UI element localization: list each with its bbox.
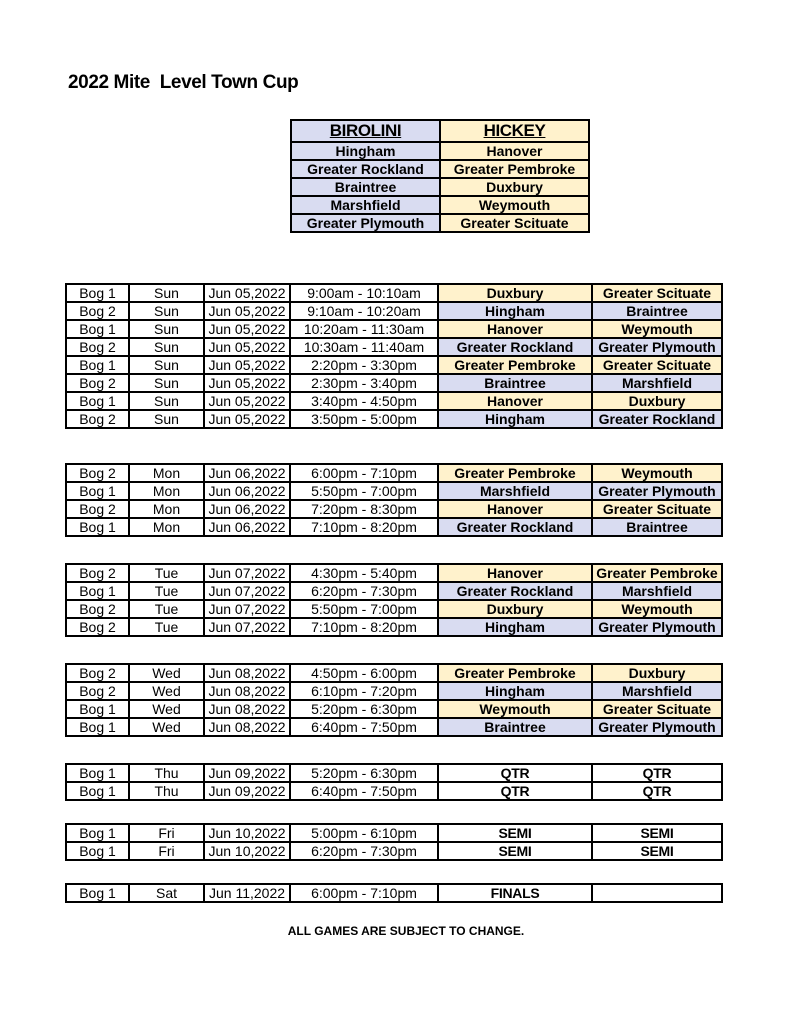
home-team-cell: Hanover [438,392,592,410]
home-team-cell: Greater Rockland [438,338,592,356]
divisions-header-row [291,120,589,142]
schedule-table-sat [65,883,723,903]
date-cell: Jun 06,2022 [204,518,290,536]
home-team-cell: QTR [438,764,592,782]
time-cell: 7:20pm - 8:30pm [290,500,438,518]
away-team-cell: Weymouth [592,464,722,482]
time-cell: 9:10am - 10:20am [290,302,438,320]
date-cell: Jun 05,2022 [204,320,290,338]
rink-cell: Bog 1 [66,482,129,500]
schedule-row [66,320,722,338]
away-team-cell: Duxbury [592,664,722,682]
hickey-team: Hanover [440,142,589,160]
day-cell: Thu [129,764,204,782]
date-cell: Jun 11,2022 [204,884,290,902]
away-team-cell: Weymouth [592,600,722,618]
home-team-cell: Braintree [438,374,592,392]
home-team-cell: Hanover [438,500,592,518]
division-header-hickey: HICKEY [440,120,589,142]
away-team-cell: Greater Plymouth [592,618,722,636]
home-team-cell: Marshfield [438,482,592,500]
time-cell: 5:20pm - 6:30pm [290,700,438,718]
home-team-cell: Duxbury [438,600,592,618]
day-cell: Thu [129,782,204,800]
away-team-cell: Braintree [592,302,722,320]
schedule-row [66,500,722,518]
time-cell: 10:30am - 11:40am [290,338,438,356]
rink-cell: Bog 2 [66,338,129,356]
date-cell: Jun 05,2022 [204,392,290,410]
day-cell: Sun [129,392,204,410]
away-team-cell: Greater Plymouth [592,482,722,500]
home-team-cell: Duxbury [438,284,592,302]
date-cell: Jun 05,2022 [204,284,290,302]
away-team-cell: Greater Scituate [592,700,722,718]
time-cell: 5:00pm - 6:10pm [290,824,438,842]
schedule-table-tue [65,563,723,637]
date-cell: Jun 07,2022 [204,582,290,600]
home-team-cell: Hanover [438,320,592,338]
divisions-row [291,142,589,160]
schedule-row [66,682,722,700]
away-team-cell: QTR [592,764,722,782]
away-team-cell: Greater Pembroke [592,564,722,582]
birolini-team: Hingham [291,142,440,160]
rink-cell: Bog 2 [66,410,129,428]
home-team-cell: Greater Pembroke [438,664,592,682]
date-cell: Jun 08,2022 [204,700,290,718]
day-cell: Wed [129,682,204,700]
home-team-cell: Hanover [438,564,592,582]
day-cell: Wed [129,664,204,682]
home-team-cell: Greater Pembroke [438,356,592,374]
schedule-row [66,600,722,618]
schedule-row [66,582,722,600]
rink-cell: Bog 2 [66,682,129,700]
schedule-row [66,664,722,682]
rink-cell: Bog 1 [66,284,129,302]
time-cell: 4:50pm - 6:00pm [290,664,438,682]
date-cell: Jun 10,2022 [204,824,290,842]
away-team-cell: Weymouth [592,320,722,338]
schedule-row [66,842,722,860]
schedule-table-wed [65,663,723,737]
schedule-row [66,782,722,800]
page-title: 2022 Mite Level Town Cup [68,72,299,93]
divisions-row [291,196,589,214]
rink-cell: Bog 1 [66,582,129,600]
date-cell: Jun 05,2022 [204,302,290,320]
date-cell: Jun 06,2022 [204,464,290,482]
time-cell: 6:00pm - 7:10pm [290,464,438,482]
rink-cell: Bog 1 [66,824,129,842]
away-team-cell: SEMI [592,824,722,842]
rink-cell: Bog 2 [66,464,129,482]
away-team-cell: SEMI [592,842,722,860]
day-cell: Sun [129,284,204,302]
date-cell: Jun 08,2022 [204,682,290,700]
schedule-row [66,338,722,356]
away-team-cell: Marshfield [592,582,722,600]
schedule-row [66,284,722,302]
rink-cell: Bog 1 [66,764,129,782]
rink-cell: Bog 2 [66,564,129,582]
time-cell: 9:00am - 10:10am [290,284,438,302]
away-team-cell: Greater Plymouth [592,718,722,736]
schedule-row [66,518,722,536]
schedule-row [66,700,722,718]
time-cell: 7:10pm - 8:20pm [290,618,438,636]
birolini-team: Greater Plymouth [291,214,440,232]
date-cell: Jun 07,2022 [204,600,290,618]
day-cell: Mon [129,500,204,518]
rink-cell: Bog 2 [66,600,129,618]
date-cell: Jun 05,2022 [204,338,290,356]
hickey-team: Greater Pembroke [440,160,589,178]
schedule-row [66,884,722,902]
away-team-cell: Greater Scituate [592,356,722,374]
rink-cell: Bog 1 [66,884,129,902]
schedule-table-thu [65,763,723,801]
time-cell: 6:20pm - 7:30pm [290,582,438,600]
home-team-cell: SEMI [438,824,592,842]
rink-cell: Bog 1 [66,718,129,736]
time-cell: 3:50pm - 5:00pm [290,410,438,428]
time-cell: 10:20am - 11:30am [290,320,438,338]
rink-cell: Bog 1 [66,356,129,374]
rink-cell: Bog 2 [66,302,129,320]
time-cell: 3:40pm - 4:50pm [290,392,438,410]
away-team-cell: Greater Scituate [592,500,722,518]
home-team-cell: Hingham [438,618,592,636]
day-cell: Tue [129,582,204,600]
time-cell: 6:40pm - 7:50pm [290,782,438,800]
schedule-row [66,464,722,482]
day-cell: Sun [129,410,204,428]
rink-cell: Bog 2 [66,500,129,518]
rink-cell: Bog 2 [66,374,129,392]
day-cell: Sat [129,884,204,902]
birolini-team: Marshfield [291,196,440,214]
schedule-row [66,764,722,782]
away-team-cell: QTR [592,782,722,800]
time-cell: 6:10pm - 7:20pm [290,682,438,700]
rink-cell: Bog 1 [66,392,129,410]
date-cell: Jun 05,2022 [204,410,290,428]
away-team-cell [592,884,722,902]
rink-cell: Bog 1 [66,842,129,860]
day-cell: Sun [129,356,204,374]
date-cell: Jun 08,2022 [204,664,290,682]
divisions-row [291,214,589,232]
rink-cell: Bog 2 [66,618,129,636]
schedule-table-sun [65,283,723,429]
divisions-row [291,178,589,196]
day-cell: Tue [129,564,204,582]
date-cell: Jun 10,2022 [204,842,290,860]
away-team-cell: Duxbury [592,392,722,410]
birolini-team: Greater Rockland [291,160,440,178]
home-team-cell: Hingham [438,682,592,700]
away-team-cell: Greater Plymouth [592,338,722,356]
rink-cell: Bog 1 [66,320,129,338]
hickey-team: Weymouth [440,196,589,214]
date-cell: Jun 09,2022 [204,764,290,782]
date-cell: Jun 08,2022 [204,718,290,736]
hickey-team: Greater Scituate [440,214,589,232]
date-cell: Jun 06,2022 [204,482,290,500]
date-cell: Jun 06,2022 [204,500,290,518]
home-team-cell: Greater Pembroke [438,464,592,482]
home-team-cell: Greater Rockland [438,582,592,600]
home-team-cell: FINALS [438,884,592,902]
rink-cell: Bog 1 [66,518,129,536]
time-cell: 5:50pm - 7:00pm [290,600,438,618]
time-cell: 2:20pm - 3:30pm [290,356,438,374]
time-cell: 6:20pm - 7:30pm [290,842,438,860]
home-team-cell: QTR [438,782,592,800]
divisions-table [290,119,590,233]
schedule-row [66,824,722,842]
away-team-cell: Marshfield [592,682,722,700]
day-cell: Sun [129,338,204,356]
time-cell: 6:40pm - 7:50pm [290,718,438,736]
day-cell: Tue [129,618,204,636]
home-team-cell: Greater Rockland [438,518,592,536]
day-cell: Wed [129,718,204,736]
schedule-row [66,718,722,736]
time-cell: 5:20pm - 6:30pm [290,764,438,782]
day-cell: Sun [129,374,204,392]
home-team-cell: Braintree [438,718,592,736]
day-cell: Sun [129,320,204,338]
day-cell: Wed [129,700,204,718]
time-cell: 2:30pm - 3:40pm [290,374,438,392]
schedule-row [66,392,722,410]
home-team-cell: SEMI [438,842,592,860]
time-cell: 5:50pm - 7:00pm [290,482,438,500]
home-team-cell: Hingham [438,302,592,320]
away-team-cell: Braintree [592,518,722,536]
schedule-table-fri [65,823,723,861]
rink-cell: Bog 2 [66,664,129,682]
division-header-birolini: BIROLINI [291,120,440,142]
date-cell: Jun 05,2022 [204,356,290,374]
schedule-row [66,356,722,374]
day-cell: Sun [129,302,204,320]
day-cell: Mon [129,518,204,536]
rink-cell: Bog 1 [66,700,129,718]
home-team-cell: Weymouth [438,700,592,718]
schedule-row [66,302,722,320]
day-cell: Fri [129,824,204,842]
schedule-table-mon [65,463,723,537]
time-cell: 4:30pm - 5:40pm [290,564,438,582]
schedule-note: ALL GAMES ARE SUBJECT TO CHANGE. [287,924,525,938]
schedule-row [66,374,722,392]
hickey-team: Duxbury [440,178,589,196]
home-team-cell: Hingham [438,410,592,428]
day-cell: Mon [129,464,204,482]
date-cell: Jun 05,2022 [204,374,290,392]
schedule-row [66,564,722,582]
date-cell: Jun 09,2022 [204,782,290,800]
date-cell: Jun 07,2022 [204,564,290,582]
day-cell: Mon [129,482,204,500]
away-team-cell: Greater Scituate [592,284,722,302]
schedule-row [66,618,722,636]
rink-cell: Bog 1 [66,782,129,800]
time-cell: 7:10pm - 8:20pm [290,518,438,536]
schedule-row [66,410,722,428]
day-cell: Tue [129,600,204,618]
birolini-team: Braintree [291,178,440,196]
divisions-row [291,160,589,178]
date-cell: Jun 07,2022 [204,618,290,636]
away-team-cell: Marshfield [592,374,722,392]
time-cell: 6:00pm - 7:10pm [290,884,438,902]
schedule-row [66,482,722,500]
day-cell: Fri [129,842,204,860]
away-team-cell: Greater Rockland [592,410,722,428]
